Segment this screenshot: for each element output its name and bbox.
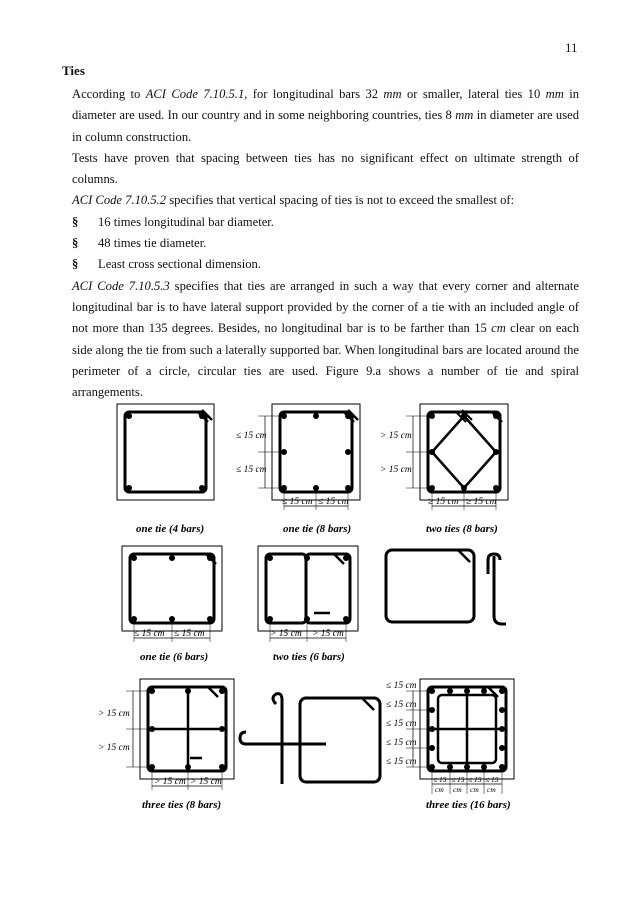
diagram-two-ties-8-bars — [406, 404, 508, 510]
dim-le15-r3-h1: ≤ 15 — [433, 775, 447, 784]
caption-two-ties-6: two ties (6 bars) — [273, 651, 345, 663]
dim-le15-r3-v5: ≤ 15 cm — [386, 757, 417, 767]
dim-le15-r3-h4: ≤ 15 — [485, 775, 499, 784]
caption-one-tie-6: one tie (6 bars) — [140, 651, 209, 663]
tie-shape-hook — [488, 554, 506, 624]
section-heading: Ties — [62, 63, 85, 78]
dim-ge15-h1: ≥ 15 cm — [428, 497, 459, 507]
dim-cm-3: cm — [470, 785, 479, 794]
caption-three-ties-8: three ties (8 bars) — [142, 799, 222, 811]
tie-shape-rectangular — [386, 550, 474, 622]
dim-le15-r3-v3: ≤ 15 cm — [386, 719, 417, 729]
diagram-one-tie-6-bars — [122, 546, 222, 642]
dim-cm-4: cm — [487, 785, 496, 794]
dim-gt15-r3-v2: > 15 cm — [98, 743, 130, 753]
bullet-icon: § — [72, 214, 79, 229]
dim-gt15-r3-v1: > 15 cm — [98, 709, 130, 719]
tie-shape-crosstie — [240, 694, 326, 784]
bullet-icon: § — [72, 257, 79, 272]
list-item: § 48 times tie diameter. — [62, 233, 579, 254]
spacing-criteria-list — [62, 212, 579, 276]
dim-le15-r3-v4: ≤ 15 cm — [386, 738, 417, 748]
dim-le15-v2: ≤ 15 cm — [236, 465, 267, 475]
dim-gt15-r3-h2: > 15 cm — [190, 777, 222, 787]
list-item: § Least cross sectional dimension. — [62, 254, 579, 275]
diagram-two-ties-6-bars — [258, 546, 358, 642]
diagram-one-tie-4-bars — [117, 404, 214, 500]
paragraph-4: ACI Code 7.10.5.3 specifies that ties are arranged in such a way that every corner and alternate longitudinal bar is to have lateral support provided by the corner of a tie with an included angle of not more than 135 degrees. Besides, no longitudinal bar is to be farther than 15 cm clear on each side along the tie from such a laterally supported bar. When longitudinal bars are located around the perimeter of a circle, circular ties are used. Figure 9.a shows a number of tie and spiral arrangements. — [72, 278, 579, 400]
dim-le15-r3-v2: ≤ 15 cm — [386, 700, 417, 710]
tie-arrangements-figure — [90, 398, 530, 823]
dim-ge15-h2: ≥ 15 cm — [466, 497, 497, 507]
list-item: § 16 times longitudinal bar diameter. — [62, 212, 579, 233]
bullet-icon: § — [72, 236, 79, 251]
diagram-three-ties-8-bars — [126, 679, 234, 790]
dim-le15-r3-h3: ≤ 15 — [468, 775, 482, 784]
caption-three-ties-16: three ties (16 bars) — [426, 799, 511, 811]
dim-gt15-r3-h1: > 15 cm — [154, 777, 186, 787]
body-text — [62, 84, 579, 403]
dim-le15-r2-1: ≤ 15 cm — [134, 629, 165, 639]
paragraph-2: Tests have proven that spacing between ties has no significant effect on ultimate strength of columns. — [72, 150, 579, 187]
dim-gt15-v1: > 15 cm — [380, 431, 412, 441]
dim-le15-v1: ≤ 15 cm — [236, 431, 267, 441]
caption-one-tie-4: one tie (4 bars) — [136, 523, 205, 535]
dim-le15-h2: ≤ 15 cm — [318, 497, 349, 507]
diagram-one-tie-8-bars — [258, 404, 360, 510]
dim-le15-h1: ≤ 15 cm — [282, 497, 313, 507]
page-number: 11 — [565, 40, 578, 55]
dim-gt15-r2-1: > 15 cm — [270, 629, 302, 639]
dim-le15-r3-h2: ≤ 15 — [451, 775, 465, 784]
caption-one-tie-8: one tie (8 bars) — [283, 523, 352, 535]
tie-shape-rectangular-2 — [300, 698, 380, 782]
dim-cm-1: cm — [435, 785, 444, 794]
paragraph-3: ACI Code 7.10.5.2 specifies that vertical spacing of ties is not to exceed the smallest of: — [72, 193, 515, 208]
dim-gt15-v2: > 15 cm — [380, 465, 412, 475]
dim-le15-r2-2: ≤ 15 cm — [174, 629, 205, 639]
paragraph-1: According to ACI Code 7.10.5.1, for longitudinal bars 32 mm or smaller, lateral ties 10 mm in diameter are used. In our country and in some neighboring countries, ties 8 mm in diameter are used in column construction. — [72, 87, 580, 144]
dim-le15-r3-v1: ≤ 15 cm — [386, 681, 417, 691]
dim-cm-2: cm — [453, 785, 462, 794]
dim-gt15-r2-2: > 15 cm — [312, 629, 344, 639]
caption-two-ties-8: two ties (8 bars) — [426, 523, 498, 535]
